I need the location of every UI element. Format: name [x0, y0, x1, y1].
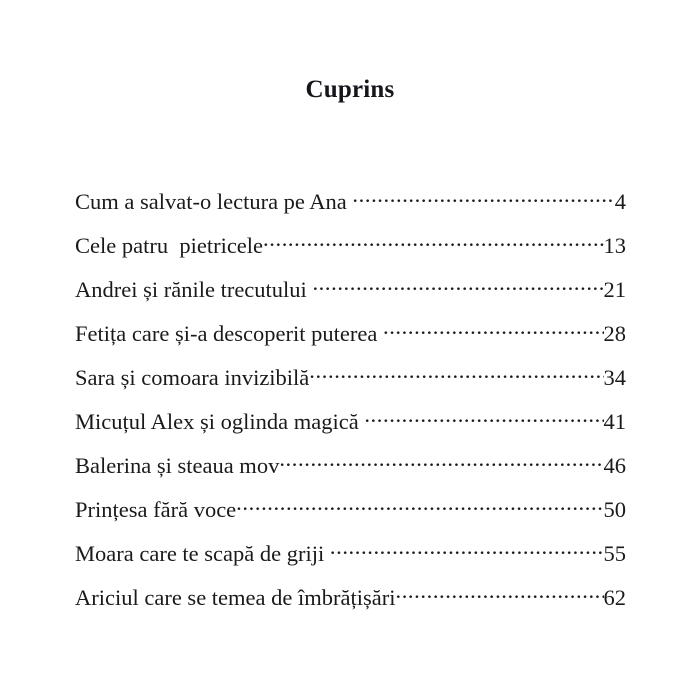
toc-entry[interactable] [75, 318, 626, 362]
toc-dot-leader [364, 406, 603, 429]
toc-dot-leader [263, 230, 603, 253]
toc-entry[interactable] [75, 230, 626, 274]
toc-dot-leader [330, 538, 604, 561]
toc-page-number: 55 [603, 540, 626, 566]
page-title: Cuprins [305, 76, 395, 103]
toc-entry[interactable] [75, 274, 626, 318]
toc-entry-title: Cele patru pietricele [75, 232, 264, 258]
toc-entry-title: Cum a salvat-o lectura pe Ana [75, 188, 353, 214]
toc-entry-title: Prințesa fără voce [75, 496, 237, 522]
toc-page-number: 62 [603, 584, 626, 610]
toc-entry[interactable] [75, 362, 626, 406]
toc-dot-leader [309, 362, 603, 385]
toc-entry[interactable] [75, 406, 626, 450]
toc-entry[interactable] [75, 450, 626, 494]
toc-entry-title: Ariciul care se temea de îmbrățișări [75, 584, 396, 610]
toc-dot-leader [395, 582, 603, 605]
toc-dot-leader [279, 450, 603, 473]
toc-dot-leader [312, 274, 603, 297]
toc-entry-title: Micuțul Alex și oglinda magică [75, 408, 365, 434]
toc-dot-leader [383, 318, 604, 341]
toc-page-number: 21 [603, 276, 626, 302]
table-of-contents-list [75, 186, 626, 626]
toc-entry-title: Moara care te scapă de griji [75, 540, 330, 566]
toc-entry[interactable] [75, 494, 626, 538]
toc-page-number: 28 [603, 320, 626, 346]
toc-entry[interactable] [75, 582, 626, 626]
toc-entry[interactable] [75, 538, 626, 582]
toc-entry-title: Sara și comoara invizibilă [75, 364, 310, 390]
toc-dot-leader [236, 494, 603, 517]
toc-page-number: 34 [603, 364, 626, 390]
toc-dot-leader [352, 186, 614, 209]
toc-page-number: 4 [614, 188, 626, 214]
toc-page-number: 13 [603, 232, 626, 258]
toc-page-number: 46 [603, 452, 626, 478]
toc-page-number: 50 [603, 496, 626, 522]
toc-entry-title: Andrei și rănile trecutului [75, 276, 313, 302]
toc-page-number: 41 [603, 408, 626, 434]
toc-entry[interactable] [75, 186, 626, 230]
toc-entry-title: Balerina și steaua mov [75, 452, 280, 478]
toc-entry-title: Fetița care și-a descoperit puterea [75, 320, 383, 346]
